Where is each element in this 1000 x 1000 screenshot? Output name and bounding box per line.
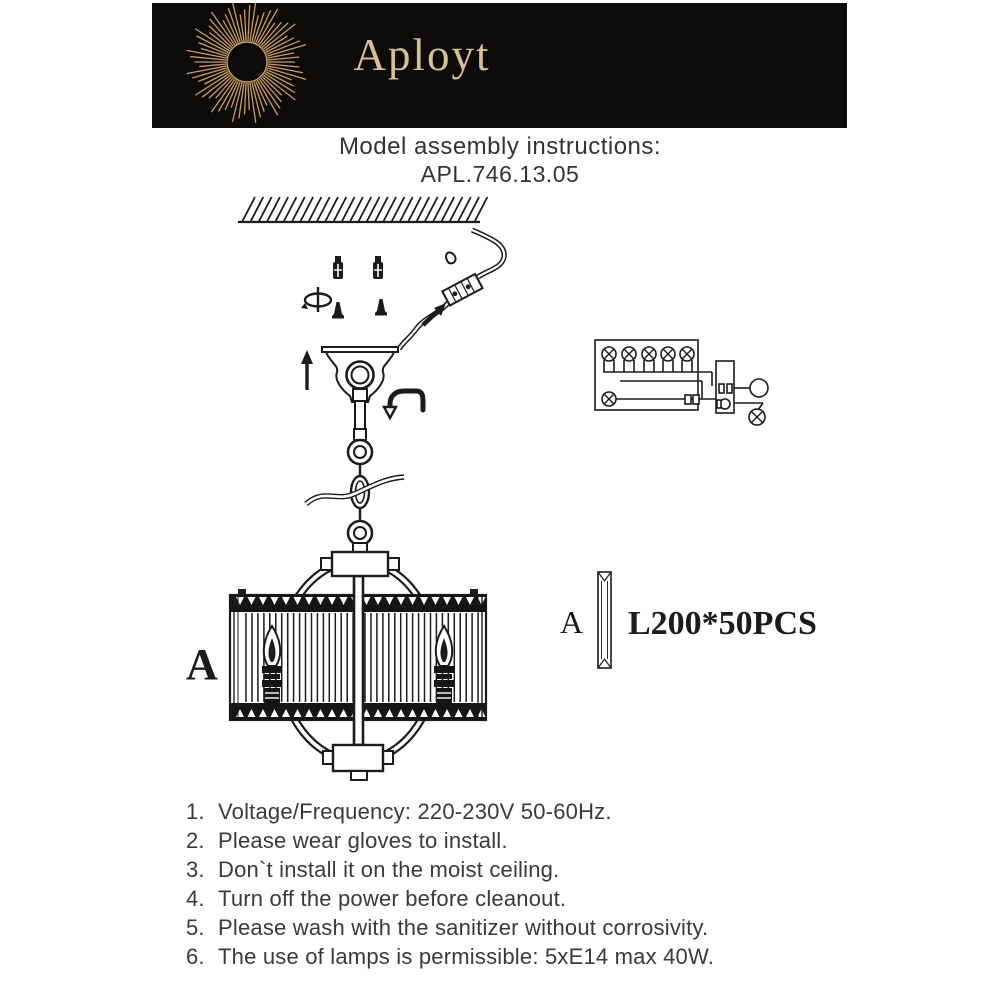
crystal-rod-icon xyxy=(598,572,611,668)
shade-marker-label: A xyxy=(186,640,218,689)
instruction-number: 2. xyxy=(186,828,205,853)
hook-tool-icon xyxy=(384,391,423,418)
candle-bulb-drawing xyxy=(434,626,454,709)
top-connector-drawing xyxy=(321,552,399,576)
instruction-text: Don`t install it on the moist ceiling. xyxy=(218,857,560,882)
rotation-icon xyxy=(301,287,331,312)
page-title: Model assembly instructions: xyxy=(338,133,662,160)
brand-banner xyxy=(152,3,847,128)
instruction-item xyxy=(186,886,826,915)
terminal-block-illustration xyxy=(442,274,482,305)
wall-anchor-icon xyxy=(373,256,383,279)
instruction-text: Please wear gloves to install. xyxy=(218,828,508,853)
instruction-number: 1. xyxy=(186,799,205,824)
instruction-item xyxy=(186,857,826,886)
model-number: APL.746.13.05 xyxy=(420,161,580,187)
instruction-text: The use of lamps is permissible: 5xE14 max 40W. xyxy=(218,944,715,969)
instruction-item xyxy=(186,799,826,828)
instruction-number: 6. xyxy=(186,944,205,969)
instruction-number: 5. xyxy=(186,915,205,940)
instruction-number: 4. xyxy=(186,886,205,911)
instruction-number: 3. xyxy=(186,857,205,882)
wall-anchor-icon xyxy=(333,256,343,279)
legend-quantity-label: L200*50PCS xyxy=(628,605,817,642)
instruction-text: Please wash with the sanitizer without corrosivity. xyxy=(218,915,709,940)
candle-bulb-drawing xyxy=(262,626,282,709)
ceiling-hatch xyxy=(242,197,487,222)
assembly-diagram xyxy=(150,190,850,800)
brand-logo-text: Aployt xyxy=(353,30,491,80)
wiring-diagram xyxy=(595,340,768,425)
central-rod-drawing xyxy=(354,576,363,745)
canopy-drawing xyxy=(322,347,398,430)
neutral-node-symbol xyxy=(750,379,768,397)
instruction-item xyxy=(186,915,826,944)
bottom-connector-drawing xyxy=(323,745,393,780)
instruction-text: Turn off the power before cleanout. xyxy=(218,886,567,911)
instruction-text: Voltage/Frequency: 220-230V 50-60Hz. xyxy=(218,799,612,824)
direction-arrow-icon xyxy=(423,303,446,325)
instruction-item xyxy=(186,828,826,857)
up-arrow-icon xyxy=(301,350,313,390)
instructions-list xyxy=(186,799,826,973)
sunburst-center xyxy=(228,43,266,81)
screw-icon xyxy=(375,299,387,316)
legend-marker-label: A xyxy=(560,604,584,640)
power-wire-illustration xyxy=(399,230,504,349)
screw-icon xyxy=(332,302,344,319)
instruction-item xyxy=(186,944,826,973)
